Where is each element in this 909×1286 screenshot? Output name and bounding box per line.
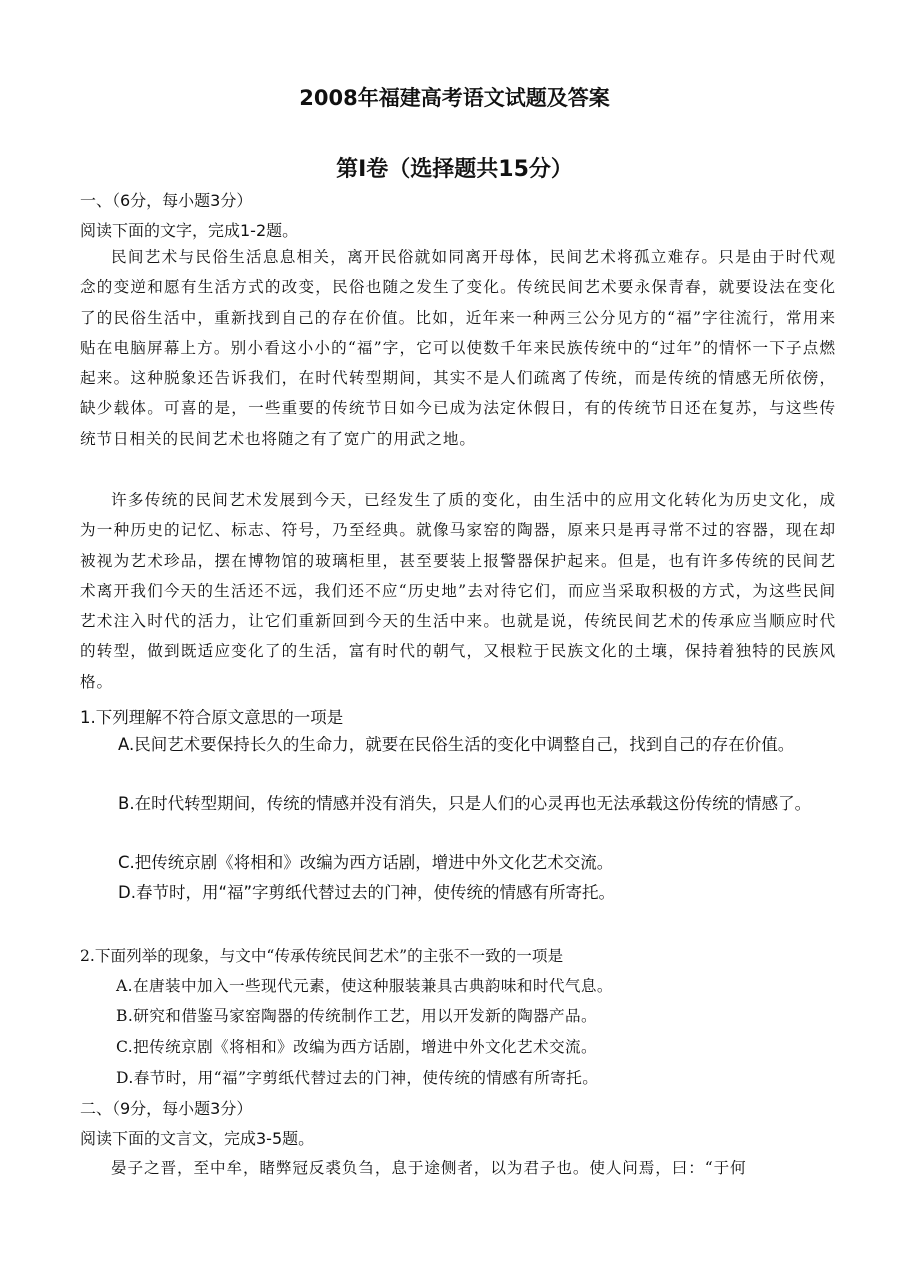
question-1-option-a: A.民间艺术要保持长久的生命力，就要在民俗生活的变化中调整自己，找到自己的存在价值。 xyxy=(118,735,795,754)
section-2-heading: 二、（9分，每小题3分） xyxy=(80,1099,253,1118)
question-2-option-b: B.研究和借鉴马家窑陶器的传统制作工艺，用以开发新的陶器产品。 xyxy=(116,1007,598,1025)
classical-passage-first-line: 晏子之晋，至中牟，睹弊冠反裘负刍，息于途侧者，以为君子也。使人问焉，曰：“于何 xyxy=(111,1159,747,1177)
document-title: 2008年福建高考语文试题及答案 xyxy=(299,86,610,110)
volume-title: 第Ⅰ卷（选择题共15分） xyxy=(336,157,573,182)
question-2-option-c: C.把传统京剧《将相和》改编为西方话剧，增进中外文化艺术交流。 xyxy=(116,1038,597,1056)
section-1-heading: 一、（6分，每小题3分） xyxy=(80,191,253,210)
section-1-instruction: 阅读下面的文字，完成1-2题。 xyxy=(80,221,299,240)
question-1-option-c: C.把传统京剧《将相和》改编为西方话剧，增进中外文化艺术交流。 xyxy=(118,853,614,872)
question-2-stem: 2.下面列举的现象，与文中“传承传统民间艺术”的主张不一致的一项是 xyxy=(80,947,564,965)
question-2-option-a: A.在唐装中加入一些现代元素，使这种服装兼具古典韵味和时代气息。 xyxy=(116,977,613,995)
question-1-stem: 1.下列理解不符合原文意思的一项是 xyxy=(80,708,344,727)
question-2-option-d: D.春节时，用“福”字剪纸代替过去的门神，使传统的情感有所寄托。 xyxy=(116,1069,599,1087)
question-1-option-d: D.春节时，用“福”字剪纸代替过去的门神，使传统的情感有所寄托。 xyxy=(118,883,616,902)
question-1-option-b: B.在时代转型期间，传统的情感并没有消失，只是人们的心灵再也无法承载这份传统的情感了。 xyxy=(118,794,812,813)
passage-paragraph-1: 民间艺术与民俗生活息息相关，离开民俗就如同离开母体，民间艺术将孤立难存。只是由于时代观念的变逆和愿有生活方式的改变，民俗也随之发生了变化。传统民间艺术要永保青春，就要设法在变化了的民俗生活中，重新找到自己的存在价值。比如，近年来一种两三公分见方的“福”字往流行，常用来贴在电脑屏幕上方。别小看这小小的“福”字，它可以使数千年来民族传统中的“过年”的情怀一下子点燃起来。这种脱象还告诉我们，在时代转型期间，其实不是人们疏离了传统，而是传统的情感无所依傍，缺少载体。可喜的是，一些重要的传统节日如今已成为法定休假日，有的传统节日还在复苏，与这些传统节日相关的民间艺术也将随之有了宽广的用武之地。 xyxy=(80,248,836,448)
section-2-instruction: 阅读下面的文言文，完成3-5题。 xyxy=(80,1129,315,1148)
passage-paragraph-2: 许多传统的民间艺术发展到今天，已经发生了质的变化，由生活中的应用文化转化为历史文化，成为一种历史的记忆、标志、符号，乃至经典。就像马家窑的陶器，原来只是再寻常不过的容器，现在却被视为艺术珍品，摆在博物馆的玻璃柜里，甚至要装上报警器保护起来。但是，也有许多传统的民间艺术离开我们今天的生活还不远，我们还不应“历史地”去对待它们，而应当采取积极的方式，为这些民间艺术注入时代的活力，让它们重新回到今天的生活中来。也就是说，传统民间艺术的传承应当顺应时代的转型，做到既适应变化了的生活，富有时代的朝气，又根粒于民族文化的土壤，保持着独特的民族风格。 xyxy=(80,491,836,691)
